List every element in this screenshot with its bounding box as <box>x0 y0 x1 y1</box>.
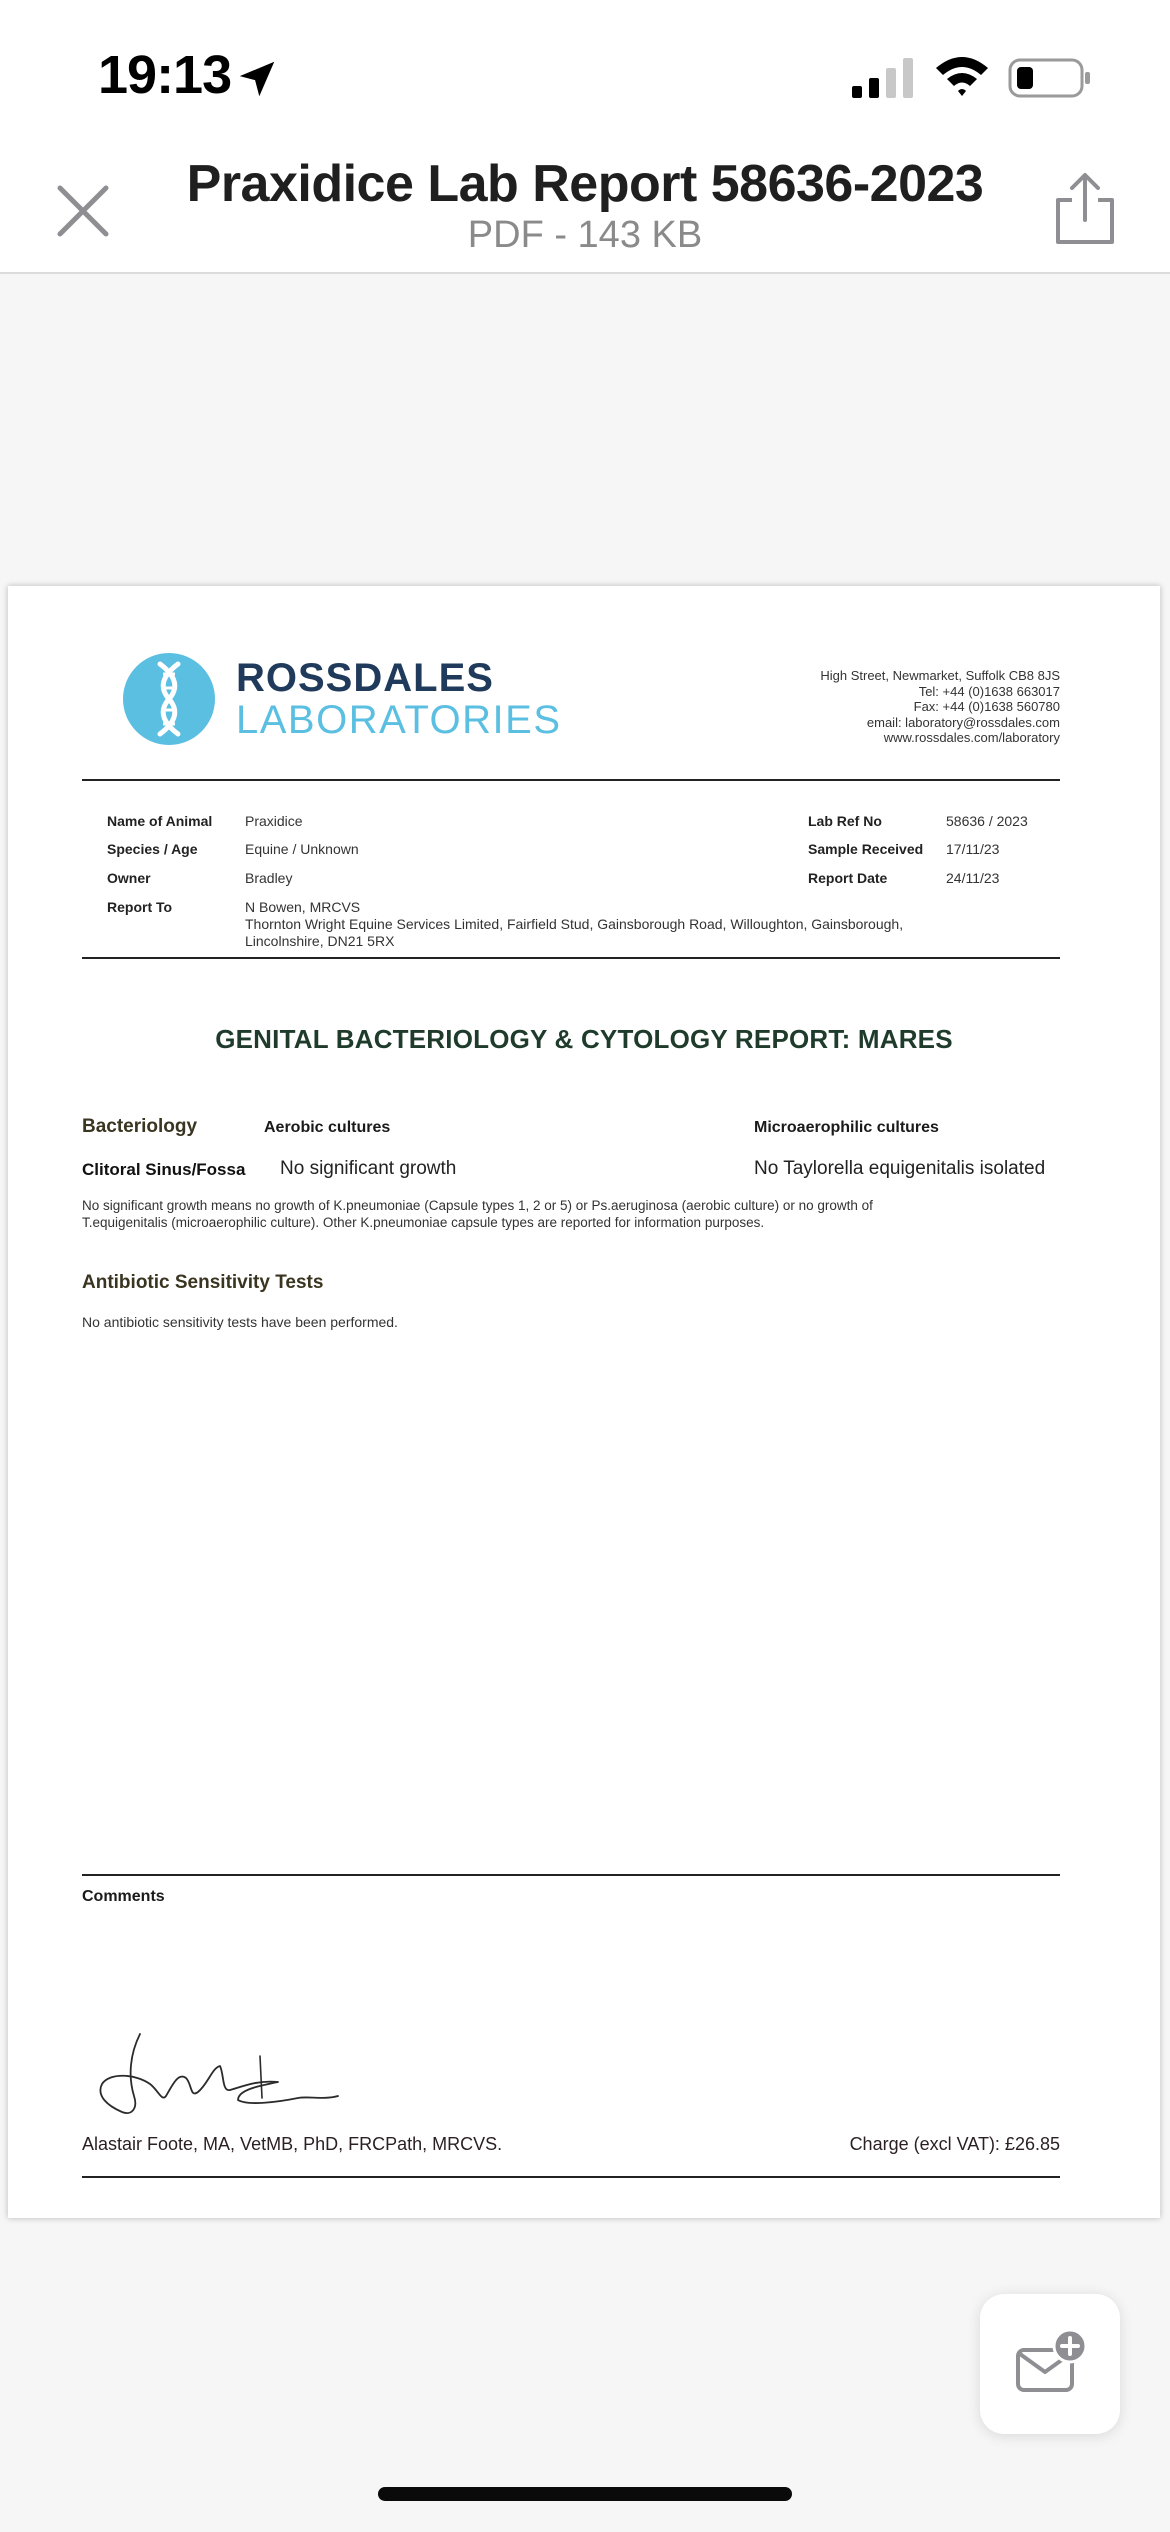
lab-ref-label: Lab Ref No <box>808 813 882 829</box>
report-to-practice: Thornton Wright Equine Services Limited, Fairfield Stud, Gainsborough Road, Willoughton, Gainsborough, <box>245 916 904 932</box>
divider <box>82 1874 1060 1876</box>
divider <box>82 779 1060 781</box>
brand-name: ROSSDALES <box>236 656 494 700</box>
battery-icon <box>1008 56 1092 100</box>
report-heading: GENITAL BACTERIOLOGY & CYTOLOGY REPORT: MARES <box>215 1024 953 1054</box>
species-age-label: Species / Age <box>107 841 198 857</box>
lab-ref-value: 58636 / 2023 <box>946 813 1028 829</box>
comments-label: Comments <box>82 1888 165 1905</box>
bacteriology-footnote <box>82 1197 1082 1231</box>
lab-address <box>820 668 1060 746</box>
divider <box>82 957 1060 959</box>
antibiotic-text: No antibiotic sensitivity tests have been performed. <box>82 1314 398 1330</box>
antibiotic-title: Antibiotic Sensitivity Tests <box>82 1272 324 1293</box>
owner-label: Owner <box>107 870 151 886</box>
document-title: Praxidice Lab Report 58636-2023 <box>186 155 984 213</box>
bacteriology-title: Bacteriology <box>82 1116 198 1137</box>
microaerophilic-result: No Taylorella equigenitalis isolated <box>754 1158 1046 1179</box>
sample-received-label: Sample Received <box>808 841 924 857</box>
charge-amount: Charge (excl VAT): £26.85 <box>849 2134 1060 2154</box>
address-tel: Tel: +44 (0)1638 663017 <box>918 683 1060 699</box>
report-to-county: Lincolnshire, DN21 5RX <box>245 933 395 949</box>
microaerophilic-cultures-header: Microaerophilic cultures <box>754 1119 939 1136</box>
footnote-line-1: No significant growth means no growth of K.pneumoniae (Capsule types 1, 2 or 5) or Ps.aeruginosa (aerobic culture) or no growth of <box>82 1198 873 1213</box>
new-message-icon <box>1014 2328 1088 2398</box>
status-bar <box>0 0 1170 140</box>
close-icon[interactable] <box>50 178 116 244</box>
report-date-value: 24/11/23 <box>946 870 1000 886</box>
report-date-label: Report Date <box>808 870 888 886</box>
report-to-vet: N Bowen, MRCVS <box>245 899 361 915</box>
brand-subname: LABORATORIES <box>236 698 562 742</box>
dna-logo-icon <box>122 652 216 746</box>
owner-value: Bradley <box>245 870 293 886</box>
address-email: email: laboratory@rossdales.com <box>866 714 1060 730</box>
report-to-label: Report To <box>107 899 173 915</box>
status-time: 19:13 <box>98 45 232 105</box>
cellular-signal-icon <box>852 58 916 98</box>
species-age-value: Equine / Unknown <box>245 841 359 857</box>
aerobic-cultures-header: Aerobic cultures <box>264 1119 391 1136</box>
wifi-icon <box>934 54 990 98</box>
share-icon[interactable] <box>1052 170 1118 246</box>
address-website: www.rossdales.com/laboratory <box>883 730 1060 745</box>
signer-name: Alastair Foote, MA, VetMB, PhD, FRCPath, MRCVS. <box>82 2134 503 2154</box>
address-street: High Street, Newmarket, Suffolk CB8 8JS <box>820 668 1060 683</box>
compose-message-button[interactable] <box>980 2294 1120 2434</box>
sample-received-value: 17/11/23 <box>946 841 1000 857</box>
name-of-animal-label: Name of Animal <box>107 813 213 829</box>
document-header <box>0 140 1170 274</box>
sample-site-label: Clitoral Sinus/Fossa <box>82 1160 246 1179</box>
address-fax: Fax: +44 (0)1638 560780 <box>913 699 1060 714</box>
name-of-animal-value: Praxidice <box>245 813 303 829</box>
signature-image <box>88 2026 348 2126</box>
aerobic-result: No significant growth <box>280 1158 457 1179</box>
home-indicator[interactable] <box>378 2487 792 2501</box>
pdf-page[interactable] <box>8 586 1160 2218</box>
location-arrow-icon <box>234 56 280 102</box>
document-size: PDF - 143 KB <box>467 214 703 256</box>
divider <box>82 2176 1060 2178</box>
footnote-line-2: T.equigenitalis (microaerophilic culture). Other K.pneumoniae capsule types are reported for information purposes. <box>82 1215 765 1230</box>
